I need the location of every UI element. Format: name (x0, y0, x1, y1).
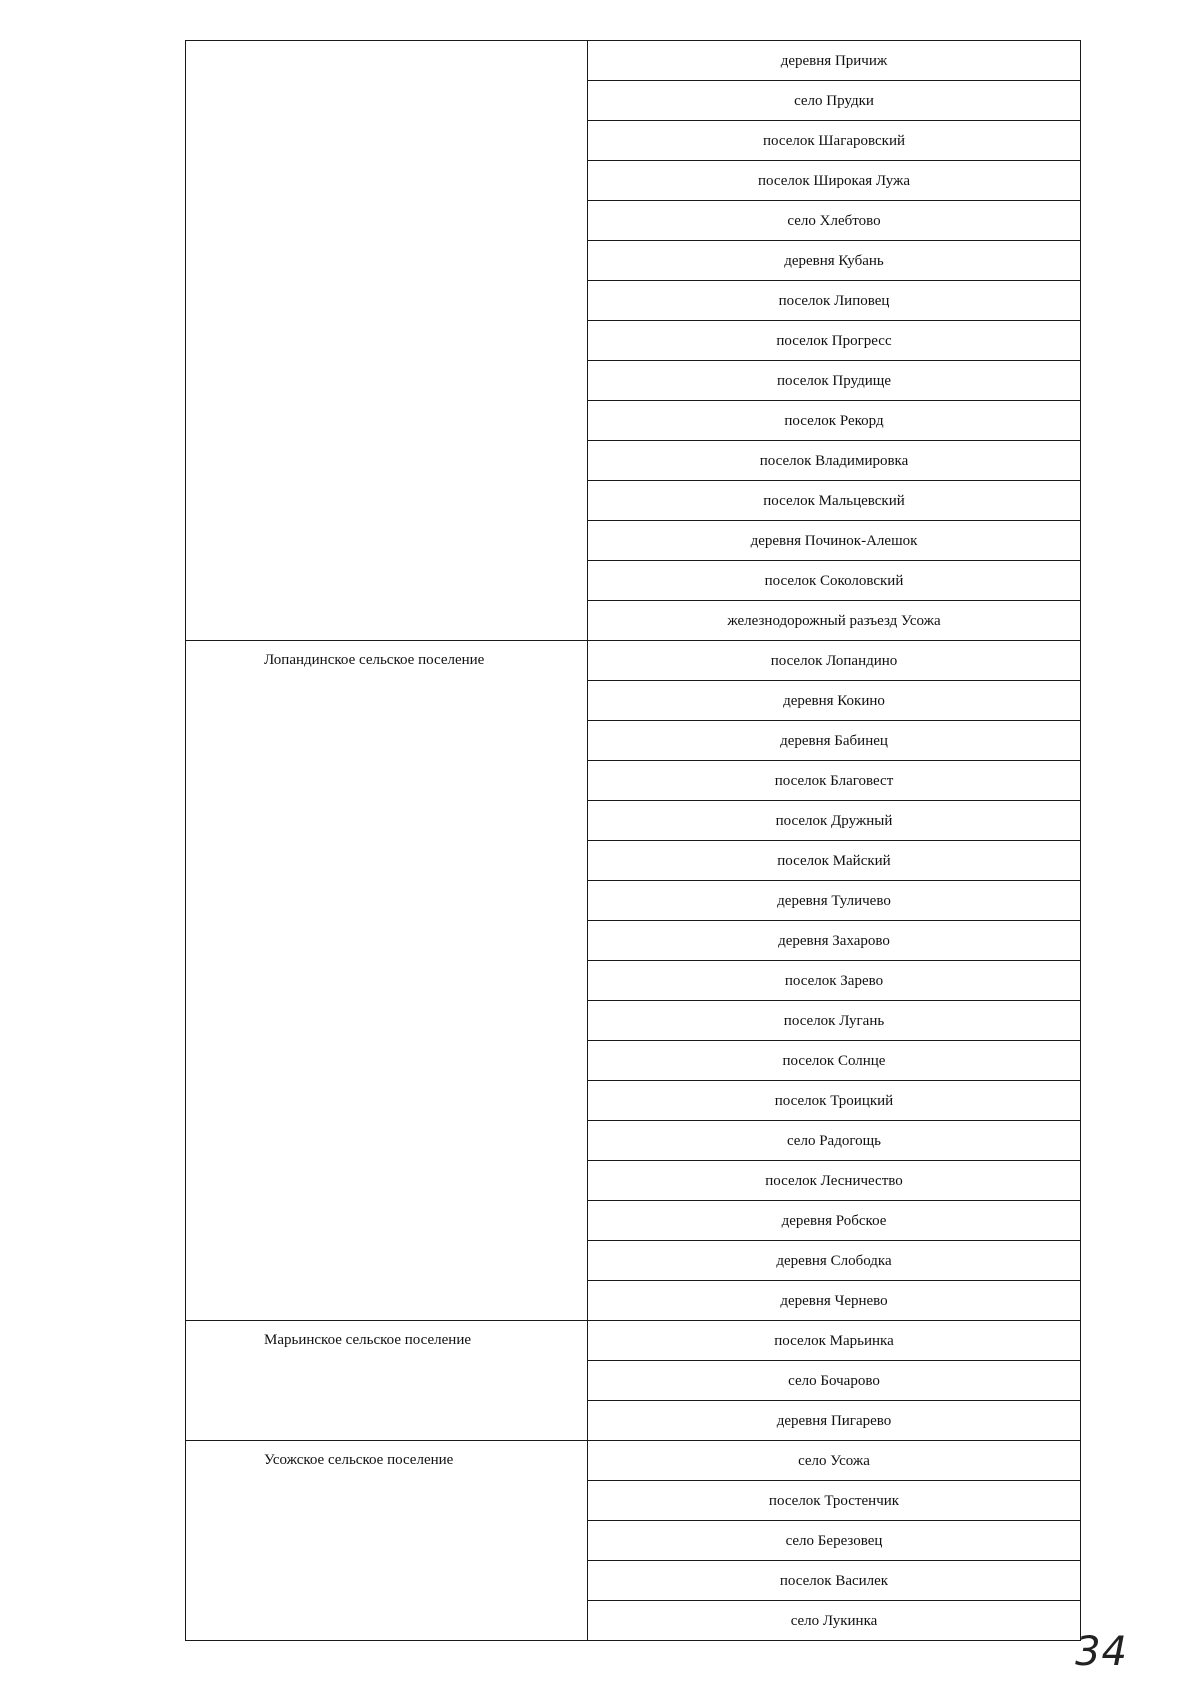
settlement-name: деревня Причиж (588, 41, 1081, 81)
settlement-name: поселок Липовец (588, 281, 1081, 321)
settlement-name: деревня Кокино (588, 681, 1081, 721)
settlement-name: деревня Кубань (588, 241, 1081, 281)
settlement-name: поселок Мальцевский (588, 481, 1081, 521)
table-row (186, 1321, 1081, 1361)
settlement-name: поселок Василек (588, 1561, 1081, 1601)
settlement-name: деревня Слободка (588, 1241, 1081, 1281)
settlement-name: поселок Широкая Лужа (588, 161, 1081, 201)
settlement-name: поселок Тростенчик (588, 1481, 1081, 1521)
settlement-name: поселок Прудище (588, 361, 1081, 401)
settlement-name: поселок Владимировка (588, 441, 1081, 481)
settlement-name: деревня Починок-Алешок (588, 521, 1081, 561)
settlement-name: поселок Прогресс (588, 321, 1081, 361)
municipality-name: Усожское сельское поселение (186, 1441, 588, 1641)
settlement-name: поселок Лопандино (588, 641, 1081, 681)
municipality-name: Марьинское сельское поселение (186, 1321, 588, 1441)
settlement-name: деревня Робское (588, 1201, 1081, 1241)
settlement-name: поселок Лугань (588, 1001, 1081, 1041)
municipality-name: Лопандинское сельское поселение (186, 641, 588, 1321)
settlement-name: село Усожа (588, 1441, 1081, 1481)
settlement-name: поселок Дружный (588, 801, 1081, 841)
settlement-name: деревня Пигарево (588, 1401, 1081, 1441)
settlement-name: поселок Рекорд (588, 401, 1081, 441)
settlement-name: поселок Шагаровский (588, 121, 1081, 161)
settlements-table-body (186, 41, 1081, 1641)
settlement-name: деревня Захарово (588, 921, 1081, 961)
municipality-name (186, 41, 588, 641)
settlement-name: село Прудки (588, 81, 1081, 121)
settlement-name: село Березовец (588, 1521, 1081, 1561)
settlement-name: село Бочарово (588, 1361, 1081, 1401)
settlement-name: село Лукинка (588, 1601, 1081, 1641)
page-number: 34 (1075, 1629, 1128, 1675)
settlement-name: железнодорожный разъезд Усожа (588, 601, 1081, 641)
settlements-table (185, 40, 1081, 1641)
table-row (186, 1441, 1081, 1481)
settlement-name: деревня Туличево (588, 881, 1081, 921)
settlement-name: село Радогощь (588, 1121, 1081, 1161)
settlement-name: поселок Благовест (588, 761, 1081, 801)
settlement-name: поселок Марьинка (588, 1321, 1081, 1361)
settlement-name: деревня Чернево (588, 1281, 1081, 1321)
settlement-name: поселок Майский (588, 841, 1081, 881)
table-row (186, 641, 1081, 681)
settlement-name: село Хлебтово (588, 201, 1081, 241)
settlement-name: поселок Троицкий (588, 1081, 1081, 1121)
settlement-name: поселок Зарево (588, 961, 1081, 1001)
settlement-name: поселок Лесничество (588, 1161, 1081, 1201)
settlement-name: поселок Соколовский (588, 561, 1081, 601)
table-row (186, 41, 1081, 81)
settlement-name: поселок Солнце (588, 1041, 1081, 1081)
settlement-name: деревня Бабинец (588, 721, 1081, 761)
